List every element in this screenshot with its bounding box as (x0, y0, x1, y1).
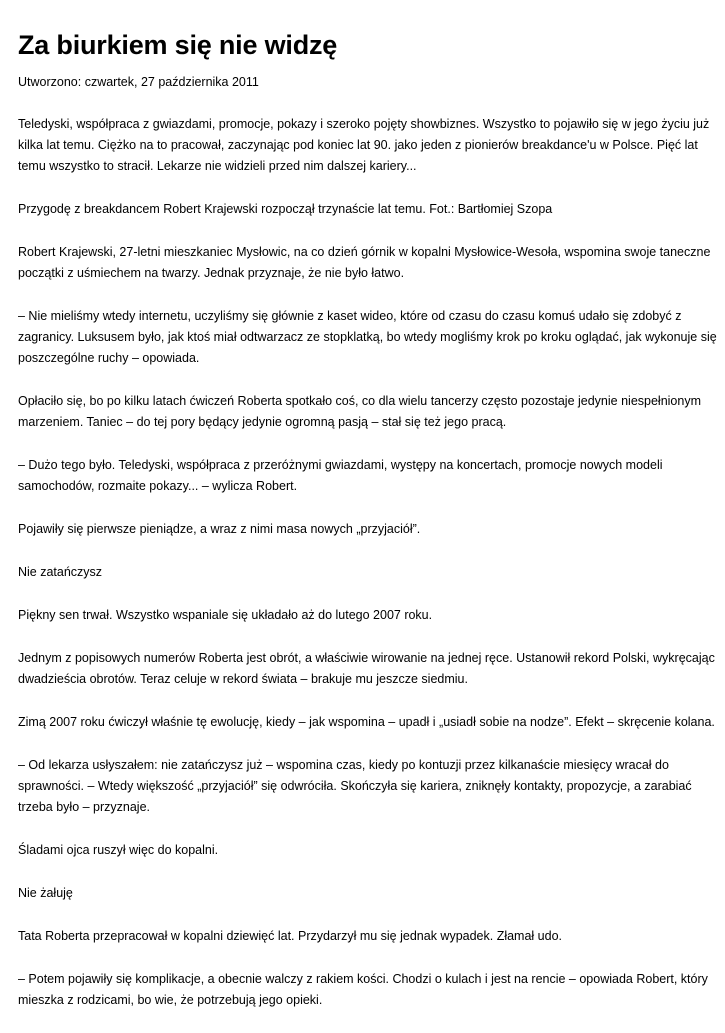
paragraph: Zimą 2007 roku ćwiczył właśnie tę ewolucję, kiedy – jak wspomina – upadł i „usiadł sobie na nodze”. Efekt – skręcenie kolana. (18, 715, 715, 729)
paragraph: Robert Krajewski, 27-letni mieszkaniec Mysłowic, na co dzień górnik w kopalni Mysłowice-Wesoła, wspomina swoje taneczne początki z uśmiechem na twarzy. Jednak przyznaje, że nie było łatwo. (18, 245, 711, 280)
created-date: Utworzono: czwartek, 27 października 2011 (18, 75, 259, 89)
paragraph: – Potem pojawiły się komplikacje, a obecnie walczy z rakiem kości. Chodzi o kulach i jest na rencie – opowiada Robert, który mieszka z rodzicami, bo wie, że potrzebują jego opieki. (18, 972, 708, 1007)
paragraph: Teledyski, współpraca z gwiazdami, promocje, pokazy i szeroko pojęty showbiznes. Wszystko to pojawiło się w jego życiu już kilka lat temu. Ciężko na to pracował, zaczynając pod koniec lat 90. jako jeden z pionierów breakdance'u w Polsce. Pięć lat temu wszystko to stracił. Lekarze nie widzieli przed nim dalszej kariery... (18, 117, 710, 173)
paragraph: – Od lekarza usłyszałem: nie zatańczysz już – wspomina czas, kiedy po kontuzji przez kilkanaście miesięcy wracał do sprawności. – Wtedy większość „przyjaciół” się odwróciła. Skończyła się kariera, zniknęły kontakty, propozycje, a zarabiać trzeba było – przyznaje. (18, 758, 692, 814)
article-title: Za biurkiem się nie widzę (18, 30, 338, 60)
paragraph: Tata Roberta przepracował w kopalni dziewięć lat. Przydarzył mu się jednak wypadek. Złamał udo. (18, 929, 563, 943)
paragraph: Śladami ojca ruszył więc do kopalni. (18, 843, 219, 857)
paragraph: Jednym z popisowych numerów Roberta jest obrót, a właściwie wirowanie na jednej ręce. Ustanowił rekord Polski, wykręcając dwadzieścia obrotów. Teraz celuje w rekord świata – brakuje mu jeszcze siedmiu. (18, 651, 715, 686)
section-heading: Nie zatańczysz (18, 565, 103, 579)
article (18, 28, 723, 1033)
paragraph: Piękny sen trwał. Wszystko wspaniale się układało aż do lutego 2007 roku. (18, 608, 433, 622)
article-body (18, 114, 723, 1011)
paragraph: – Dużo tego było. Teledyski, współpraca z przeróżnymi gwiazdami, występy na koncertach, promocje nowych modeli samochodów, rozmaite pokazy... – wylicza Robert. (18, 458, 663, 493)
paragraph: Pojawiły się pierwsze pieniądze, a wraz z nimi masa nowych „przyjaciół”. (18, 522, 421, 536)
paragraph: – Nie mieliśmy wtedy internetu, uczyliśmy się głównie z kaset wideo, które od czasu do czasu komuś udało się zdobyć z zagranicy. Luksusem było, jak ktoś miał odtwarzacz ze stopklatką, bo wtedy mogliśmy krok po kroku oglądać, jak wykonuje się poszczególne ruchy – opowiada. (18, 309, 717, 365)
paragraph: Opłaciło się, bo po kilku latach ćwiczeń Roberta spotkało coś, co dla wielu tancerzy często pozostaje jedynie niespełnionym marzeniem. Taniec – do tej pory będący jedynie ogromną pasją – stał się też jego pracą. (18, 394, 701, 429)
photo-caption: Przygodę z breakdancem Robert Krajewski rozpoczął trzynaście lat temu. Fot.: Bartłomiej Szopa (18, 202, 553, 216)
section-heading: Nie żałuję (18, 886, 73, 900)
